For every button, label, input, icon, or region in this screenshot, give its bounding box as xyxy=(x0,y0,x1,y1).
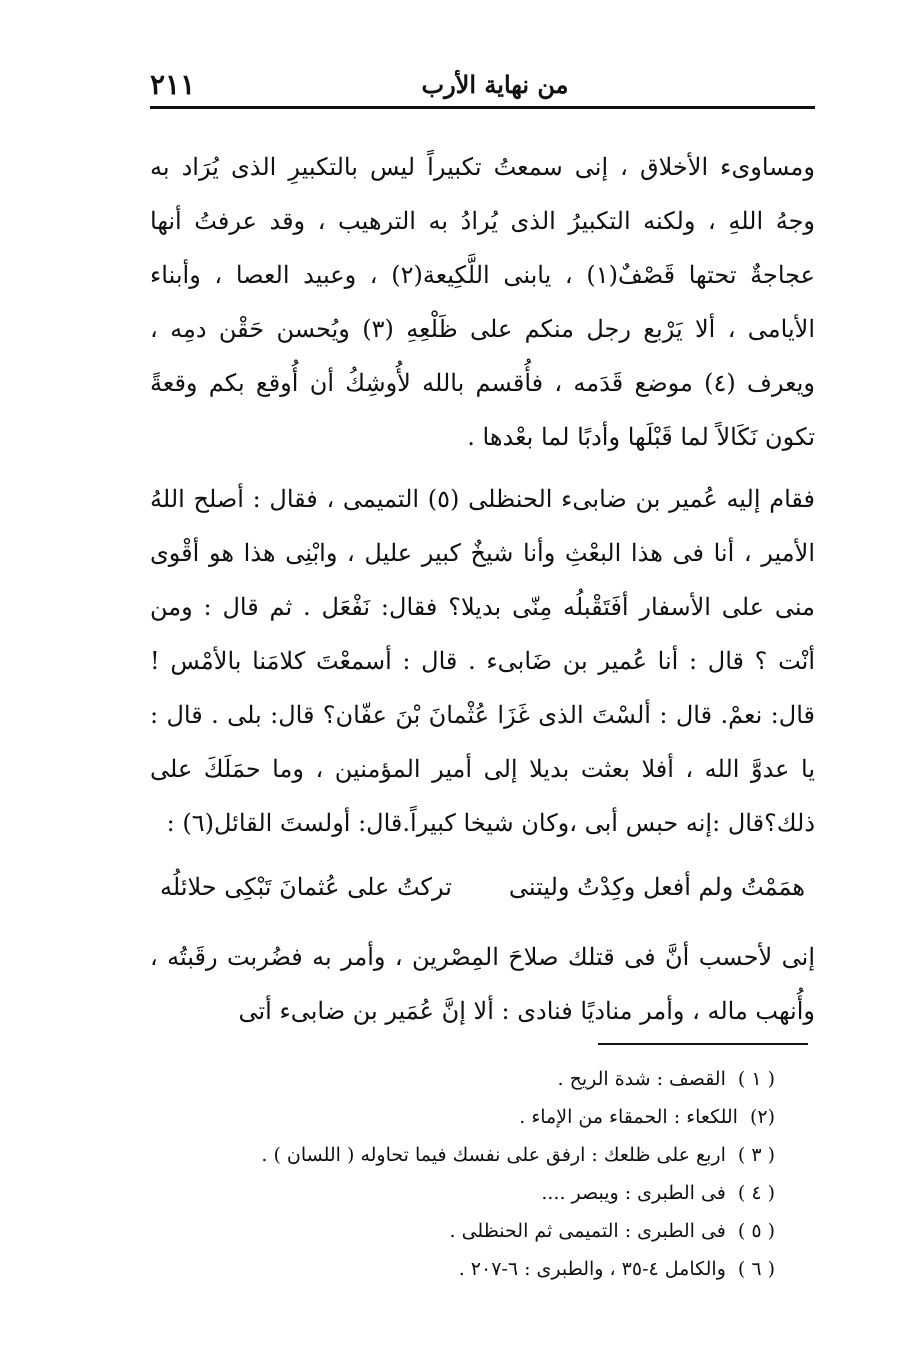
footnote-text: القصف : شدة الريح . xyxy=(557,1068,726,1090)
paragraph-2: فقام إليه عُمير بن ضابىء الحنظلى (٥) التميمى ، فقال : أصلح اللهُ الأمير ، أنا فى هذا البعْثِ وأنا شيخٌ كبير عليل ، وابْنِى هذا هو أقْوى منى على الأسفار أفَتَقْبلُه مِنّى بديلا؟ فقال: نَفْعَل . ثم قال : ومن أنْت ؟ قال : أنا عُمير بن ضَابىء . قال : أسمعْتَ كلامَنا بالأمْس ! قال: نعمْ. قال : ألسْتَ الذى غَزَا عُثْمانَ بْنَ عفّان؟ قال: بلى . قال : يا عدوَّ الله ، أفلا بعثت بديلا إلى أمير المؤمنين ، وما حمَلَكَ على ذلك؟قال :إنه حبس أبى ،وكان شيخا كبيراً.قال: أولستَ القائل(٦) : xyxy=(150,485,815,837)
page-number: ٢١١ xyxy=(150,68,196,101)
footnote-text: اللكعاء : الحمقاء من الإماء . xyxy=(519,1106,738,1128)
footnote-item xyxy=(230,1174,775,1212)
verse-second-hemistich: تركتُ على عُثمانَ تَبْكِى حلائلُه xyxy=(160,873,452,901)
footnote-text: فى الطبرى : التميمى ثم الحنظلى . xyxy=(449,1220,726,1242)
running-title: من نهاية الأرب xyxy=(421,70,569,99)
poetry-verse xyxy=(150,860,815,910)
footnote-item xyxy=(230,1098,775,1136)
paragraph-1: ومساوىء الأخلاق ، إنى سمعتُ تكبيراً ليس بالتكبيرِ الذى يُرَاد به وجهُ اللهِ ، ولكنه التكبيرُ الذى يُرادُ به الترهيب ، وقد عرفتُ أنها عجاجةٌ تحتها قَصْفٌ(١) ، يابنى اللَّكِيعة(٢) ، وعبيد العصا ، وأبناء الأيامى ، ألا يَرْبع رجل منكم على ظَلْعِهِ (٣) ويُحسن حَقْن دمِه ، ويعرف (٤) موضع قَدَمه ، فأُقسم بالله لأُوشِكُ أن أُوقع بكم وقعةً تكون نَكَالاً لما قَبْلَها وأدبًا لما بعْدها . xyxy=(150,153,815,451)
footnote-number: ( ١ ) xyxy=(737,1068,775,1090)
footnote-number: (٢) xyxy=(749,1106,775,1128)
footnote-item xyxy=(230,1060,775,1098)
footnote-number: ( ٥ ) xyxy=(737,1220,775,1242)
footnote-number: ( ٣ ) xyxy=(737,1144,775,1166)
footnote-item xyxy=(230,1212,775,1250)
footnote-rule xyxy=(598,1043,808,1045)
footnote-item xyxy=(230,1250,775,1288)
page-header xyxy=(150,62,815,106)
footnote-number: ( ٤ ) xyxy=(737,1182,775,1204)
footnotes-list xyxy=(230,1060,775,1288)
header-rule xyxy=(150,106,815,109)
footnote-text: اربع على ظلعك : ارفق على نفسك فيما تحاوله ( اللسان ) . xyxy=(261,1144,726,1166)
paragraph-3: إنى لأحسب أنَّ فى قتلك صلاحَ المِصْرين ، وأمر به فضُربت رقَبتُه ، وأُنهب ماله ، وأمر مناديًا فنادى : ألا إنَّ عُمَير بن ضابىء أتى xyxy=(150,943,815,1025)
footnote-number: ( ٦ ) xyxy=(737,1258,775,1280)
verse-first-hemistich: همَمْتُ ولم أفعل وكِدْتُ وليتنى xyxy=(508,873,805,901)
footnote-item xyxy=(230,1136,775,1174)
footnote-text: والكامل ٤-٣٥ ، والطبرى : ٦-٢٠٧ . xyxy=(458,1258,726,1280)
footnote-text: فى الطبرى : ويبصر .... xyxy=(541,1182,726,1204)
